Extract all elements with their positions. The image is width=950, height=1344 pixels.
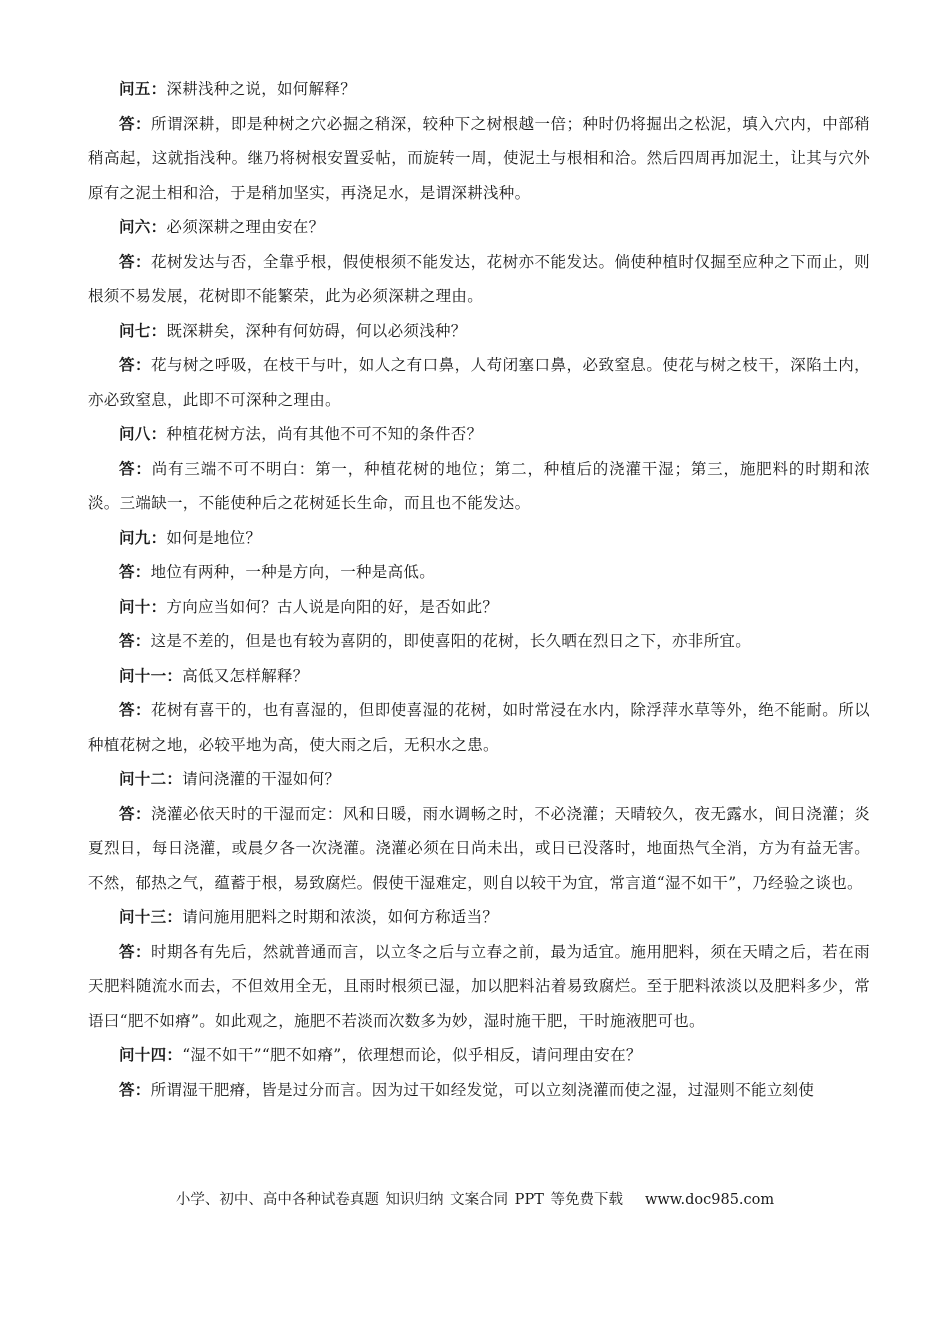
answer-12 — [88, 797, 870, 901]
question-label: 问十二： — [119, 769, 183, 788]
answer-text: 这是不差的，但是也有较为喜阴的，即使喜阳的花树，长久晒在烈日之下，亦非所宜。 — [150, 632, 752, 650]
question-label: 问六： — [119, 217, 167, 236]
question-10 — [88, 590, 870, 625]
answer-5 — [88, 107, 870, 211]
question-label: 问十三： — [119, 907, 183, 926]
question-text: 种植花树方法，尚有其他不可不知的条件否？ — [166, 425, 483, 443]
answer-label: 答： — [119, 355, 151, 374]
answer-label: 答： — [119, 251, 151, 271]
answer-label: 答： — [119, 803, 151, 823]
question-9 — [88, 521, 870, 556]
question-6 — [88, 210, 870, 245]
answer-label: 答： — [119, 562, 151, 581]
footer-text: 小学、初中、高中各种试卷真题 知识归纳 文案合同 PPT 等免费下载 — [175, 1192, 623, 1208]
answer-11 — [88, 693, 870, 762]
question-label: 问七： — [119, 320, 167, 340]
answer-10 — [88, 624, 870, 659]
answer-label: 答： — [119, 700, 151, 719]
question-14 — [88, 1038, 870, 1073]
question-12 — [88, 762, 870, 797]
answer-8 — [88, 452, 870, 521]
answer-7 — [88, 348, 870, 417]
answer-label: 答： — [119, 631, 151, 650]
question-text: 方向应当如何？古人说是向阳的好，是否如此？ — [166, 597, 499, 616]
question-text: 如何是地位？ — [166, 528, 262, 547]
question-13 — [88, 900, 870, 935]
question-7 — [88, 314, 870, 349]
answer-text: 浇灌必依天时的干湿而定：风和日暖，雨水调畅之时，不必浇灌；天晴较久，夜无露水，间日浇灌；炎夏烈日，每日浇灌，或晨夕各一次浇灌。浇灌必须在日尚未出，或日已没落时，地面热气全消，方为有益无害。不然，郁热之气，蕴蓄于根，易致腐烂。假使干湿难定，则自以较干为宜，常言道“湿不如干”，乃经验之谈也。 — [88, 804, 870, 892]
question-text: 请问施用肥料之时期和浓淡，如何方称适当？ — [182, 908, 499, 926]
answer-text: 地位有两种，一种是方向，一种是高低。 — [150, 563, 436, 581]
answer-label: 答： — [119, 458, 152, 478]
question-label: 问八： — [119, 424, 167, 443]
question-text: 高低又怎样解释？ — [182, 666, 309, 685]
question-label: 问十： — [119, 596, 167, 616]
question-text: 深耕浅种之说，如何解释？ — [166, 80, 357, 98]
answer-13 — [88, 935, 870, 1039]
question-label: 问五： — [119, 79, 167, 98]
answer-text: 花与树之呼吸，在枝干与叶，如人之有口鼻，人苟闭塞口鼻，必致窒息。使花与树之枝干，深陷土内，亦必致窒息，此即不可深种之理由。 — [88, 356, 870, 409]
question-5 — [88, 72, 870, 107]
footer-site-link[interactable]: www.doc985.com — [644, 1192, 775, 1208]
question-label: 问九： — [119, 527, 167, 547]
answer-text: 时期各有先后，然就普通而言，以立冬之后与立春之前，最为适宜。施用肥料，须在天晴之后，若在雨天肥料随流水而去，不但效用全无，且雨时根须已湿，加以肥料沾着易致腐烂。至于肥料浓淡以及肥料多少，常语曰“肥不如瘠”。如此观之，施肥不若淡而次数多为妙，湿时施干肥，干时施液肥可也。 — [88, 942, 870, 1030]
answer-text: 花树有喜干的，也有喜湿的，但即使喜湿的花树，如时常浸在水内，除浮萍水草等外，绝不能耐。所以种植花树之地，必较平地为高，使大雨之后，无积水之患。 — [88, 701, 870, 754]
question-text: “湿不如干”“肥不如瘠”，依理想而论，似乎相反，请问理由安在？ — [182, 1046, 642, 1064]
answer-text: 花树发达与否，全靠乎根，假使根须不能发达，花树亦不能发达。倘使种植时仅掘至应种之下而止，则根须不易发展，花树即不能繁荣，此为必须深耕之理由。 — [88, 252, 870, 305]
answer-6 — [88, 245, 870, 314]
answer-label: 答： — [119, 113, 151, 133]
answer-text: 所谓湿干肥瘠，皆是过分而言。因为过干如经发觉，可以立刻浇灌而使之湿，过湿则不能立刻使 — [150, 1080, 815, 1099]
document-body — [88, 72, 870, 1107]
question-11 — [88, 659, 870, 694]
answer-9 — [88, 555, 870, 590]
answer-label: 答： — [119, 941, 151, 961]
question-text: 必须深耕之理由安在？ — [166, 218, 325, 236]
page-footer — [0, 1188, 950, 1209]
question-label: 问十一： — [119, 665, 183, 685]
answer-14 — [88, 1073, 870, 1108]
answer-label: 答： — [119, 1079, 151, 1099]
question-text: 既深耕矣，深种有何妨碍，何以必须浅种？ — [166, 321, 467, 340]
question-label: 问十四： — [119, 1045, 183, 1064]
answer-text: 尚有三端不可不明白：第一，种植花树的地位；第二，种植后的浇灌干湿；第三，施肥料的时期和浓淡。三端缺一，不能使种后之花树延长生命，而且也不能发达。 — [88, 459, 871, 512]
question-8 — [88, 417, 870, 452]
question-text: 请问浇灌的干湿如何？ — [182, 770, 341, 788]
answer-text: 所谓深耕，即是种树之穴必掘之稍深，较种下之树根越一倍；种时仍将掘出之松泥，填入穴内，中部稍稍高起，这就指浅种。继乃将树根安置妥帖，而旋转一周，使泥土与根相和洽。然后四周再加泥土，让其与穴外原有之泥土相和洽，于是稍加坚实，再浇足水，是谓深耕浅种。 — [88, 114, 870, 202]
